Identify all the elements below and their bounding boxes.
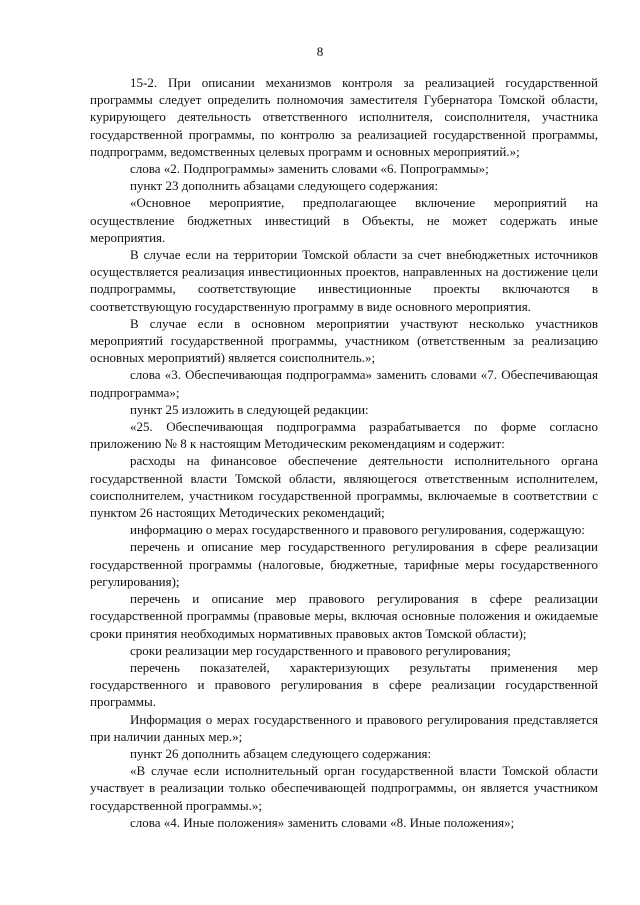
paragraph: расходы на финансовое обеспечение деятельности исполнительного органа государственной власти Томской области, являющегося ответственным исполнителем, соисполнителем, участником государственной программы, включаемые в соответствии с пунктом 26 настоящих Методических рекомендаций; (90, 453, 598, 521)
paragraph: Информация о мерах государственного и правового регулирования представляется при наличии данных мер.»; (90, 711, 598, 744)
page-number: 8 (316, 44, 324, 59)
paragraph: «Основное мероприятие, предполагающее включение мероприятий на осуществление бюджетных инвестиций в Объекты, не может содержать иные мероприятия. (90, 195, 598, 245)
paragraph: В случае если на территории Томской области за счет внебюджетных источников осуществляется реализация инвестиционных проектов, направленных на достижение цели подпрограммы, соответствующие инвестиционные проекты включаются в соответствующую государственную программу в виде основного мероприятия. (90, 247, 598, 314)
paragraph: слова «4. Иные положения» заменить словами «8. Иные положения»; (130, 814, 515, 830)
paragraph: слова «3. Обеспечивающая подпрограмма» заменить словами «7. Обеспечивающая подпрограмма»; (90, 367, 598, 400)
paragraph: перечень и описание мер правового регулирования в сфере реализации государственной программы (правовые меры, включая основные положения и ожидаемые сроки принятия необходимых нормативных правовых актов Томской области); (90, 591, 598, 641)
paragraph: перечень и описание мер государственного регулирования в сфере реализации государственной программы (налоговые, бюджетные, тарифные меры государственного регулирования); (90, 539, 598, 589)
paragraph: 15-2. При описании механизмов контроля за реализацией государственной программы следует определить полномочия заместителя Губернатора Томской области, курирующего деятельность ответственного исполнителя, соисполнителя, участника государственной программы, по контролю за реализацией государственной программы, подпрограмм, ведомственных целевых программ и основных мероприятий.»; (90, 75, 598, 159)
document-body (90, 74, 598, 831)
paragraph: слова «2. Подпрограммы» заменить словами «6. Попрограммы»; (130, 161, 489, 177)
paragraph: «В случае если исполнительный орган государственной власти Томской области участвует в реализации только обеспечивающей подпрограммы, он является участником государственной программы.»; (90, 763, 598, 813)
paragraph: пункт 26 дополнить абзацем следующего содержания: (130, 745, 432, 761)
paragraph: пункт 23 дополнить абзацами следующего содержания: (130, 178, 439, 194)
paragraph: информацию о мерах государственного и правового регулирования, содержащую: (130, 522, 585, 538)
paragraph: пункт 25 изложить в следующей редакции: (130, 401, 369, 417)
paragraph: сроки реализации мер государственного и правового регулирования; (130, 642, 511, 658)
paragraph: В случае если в основном мероприятии участвуют несколько участников мероприятий государственной программы, участником (ответственным за реализацию основных мероприятий) является соисполнитель.»; (90, 315, 598, 366)
paragraph: «25. Обеспечивающая подпрограмма разрабатывается по форме согласно приложению № 8 к настоящим Методическим рекомендациям и содержит: (90, 419, 598, 452)
paragraph: перечень показателей, характеризующих результаты применения мер государственного и правового регулирования в сфере реализации государственной программы. (90, 659, 598, 710)
